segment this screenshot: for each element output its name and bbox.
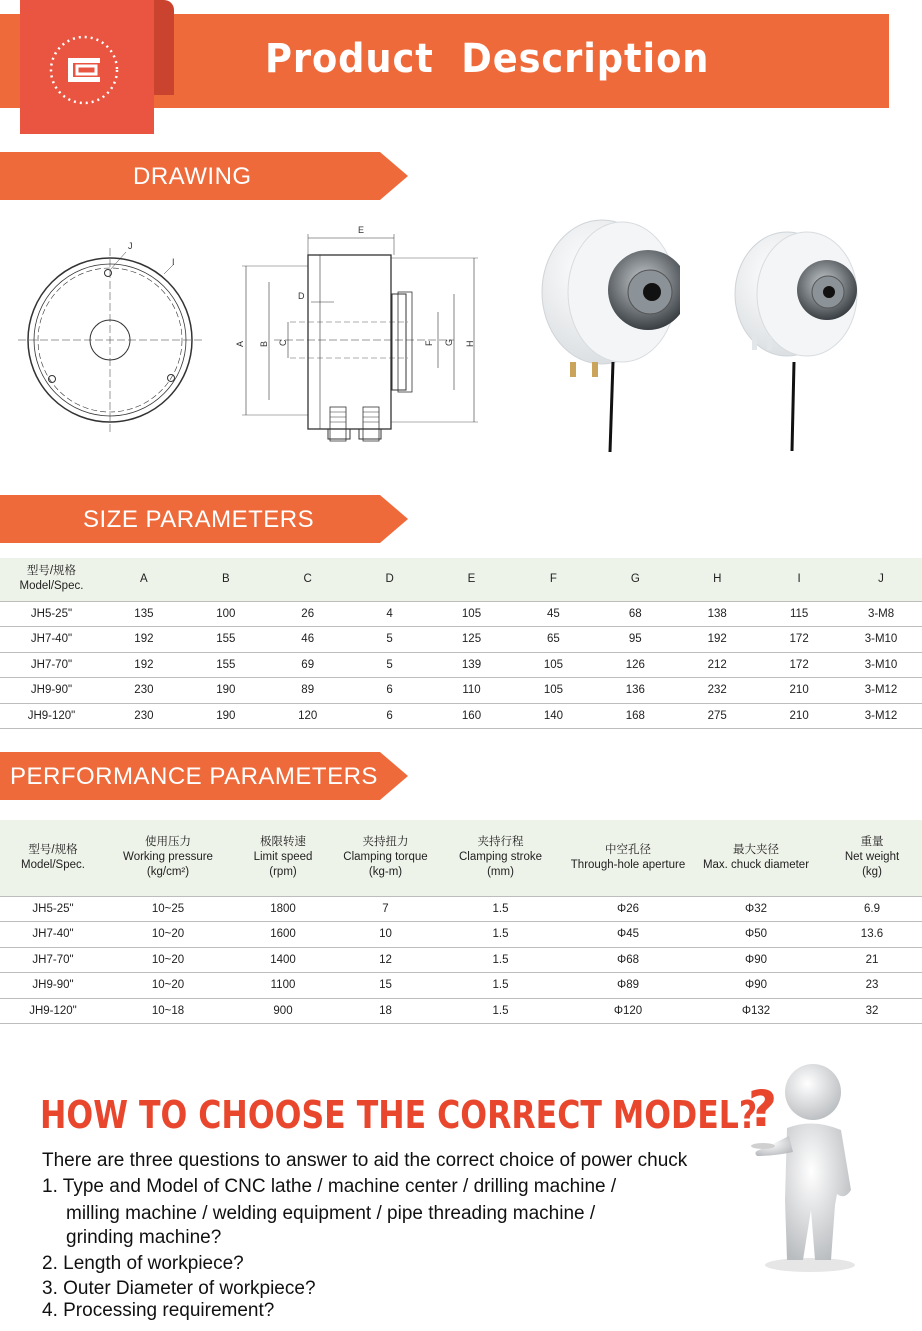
section-tag-size bbox=[0, 495, 408, 543]
cell: 1800 bbox=[270, 902, 296, 915]
question-2: 2. Length of workpiece? bbox=[42, 1253, 244, 1274]
cell: 23 bbox=[865, 979, 879, 992]
cell: 21 bbox=[865, 953, 879, 966]
perf-col-weight-cn: 重量 bbox=[860, 836, 884, 849]
size-col-h: H bbox=[713, 573, 722, 586]
size-table-header bbox=[0, 558, 922, 601]
cell: 3-M10 bbox=[864, 658, 898, 671]
perf-col-max-diameter bbox=[690, 820, 822, 896]
cell: 95 bbox=[628, 633, 642, 646]
cell: 126 bbox=[625, 658, 645, 671]
perf-col-torque bbox=[336, 820, 435, 896]
cell: 1.5 bbox=[492, 1004, 509, 1017]
question-3: 3. Outer Diameter of workpiece? bbox=[42, 1278, 316, 1299]
perf-col-weight-en: Net weight bbox=[844, 851, 900, 864]
cell: 15 bbox=[379, 979, 392, 992]
table-row bbox=[0, 896, 922, 922]
perf-col-aperture-cn: 中空孔径 bbox=[605, 843, 651, 856]
cell: 1.5 bbox=[492, 928, 509, 941]
perf-col-model-en: Model/Spec. bbox=[21, 858, 85, 871]
cell: 232 bbox=[707, 684, 727, 697]
cell: 5 bbox=[386, 658, 393, 671]
cell: 192 bbox=[707, 633, 727, 646]
cell: 160 bbox=[461, 709, 482, 722]
cell: 136 bbox=[625, 684, 645, 697]
table-row bbox=[0, 703, 922, 729]
size-col-a: A bbox=[140, 573, 148, 586]
perf-col-speed-cn: 极限转速 bbox=[260, 836, 306, 849]
question-mark-icon: ? bbox=[748, 1080, 778, 1138]
cell: 1.5 bbox=[492, 902, 509, 915]
cell: 1.5 bbox=[492, 979, 509, 992]
product-photo-small bbox=[732, 226, 862, 456]
section-tag-performance bbox=[0, 752, 408, 800]
label-a: A bbox=[235, 340, 245, 347]
cell: JH9-90" bbox=[30, 684, 73, 697]
cell: 210 bbox=[789, 684, 809, 697]
cell: 190 bbox=[216, 684, 236, 697]
perf-col-torque-cn: 夹持扭力 bbox=[362, 836, 409, 849]
perf-table-header bbox=[0, 820, 922, 896]
cell: 18 bbox=[379, 1004, 392, 1017]
cell: 100 bbox=[216, 607, 236, 620]
cell: Φ26 bbox=[617, 902, 639, 915]
label-g: G bbox=[444, 338, 454, 346]
cell: 6 bbox=[386, 684, 393, 697]
cell: 12 bbox=[379, 953, 392, 966]
table-row bbox=[0, 998, 922, 1024]
table-row bbox=[0, 947, 922, 973]
question-1-line-3: grinding machine? bbox=[66, 1227, 222, 1248]
perf-col-aperture-en: Through-hole aperture bbox=[570, 858, 686, 871]
technical-drawing bbox=[14, 222, 514, 462]
label-i: I bbox=[172, 257, 175, 267]
size-parameters-table bbox=[0, 558, 922, 729]
cell: JH5-25" bbox=[30, 607, 73, 620]
cell: 190 bbox=[216, 709, 236, 722]
size-col-b: B bbox=[221, 573, 230, 586]
perf-col-speed-en: Limit speed bbox=[253, 851, 313, 864]
label-h: H bbox=[465, 340, 475, 347]
size-col-e: E bbox=[467, 573, 476, 586]
cell: 10~18 bbox=[151, 1004, 185, 1017]
cell: 10~20 bbox=[151, 979, 185, 992]
cell: 89 bbox=[301, 684, 315, 697]
cell: 45 bbox=[547, 607, 560, 620]
choose-intro: There are three questions to answer to aid the correct choice of power chuck bbox=[42, 1150, 688, 1171]
cell: Φ32 bbox=[745, 902, 767, 915]
table-row bbox=[0, 678, 922, 704]
cell: 1400 bbox=[270, 953, 296, 966]
perf-col-speed-unit: (rpm) bbox=[269, 866, 297, 879]
table-row bbox=[0, 652, 922, 678]
perf-col-pressure-en: Working pressure bbox=[123, 851, 213, 864]
cell: 105 bbox=[543, 684, 563, 697]
cell: 155 bbox=[216, 658, 236, 671]
cell: 212 bbox=[707, 658, 727, 671]
cell: Φ90 bbox=[745, 953, 767, 966]
cell: 168 bbox=[625, 709, 645, 722]
cell: 4 bbox=[386, 607, 393, 620]
size-col-c: C bbox=[303, 573, 312, 586]
label-b: B bbox=[259, 340, 269, 347]
table-row bbox=[0, 601, 922, 627]
label-f: F bbox=[424, 340, 434, 346]
cell: JH9-120" bbox=[29, 1004, 77, 1017]
cell: 139 bbox=[461, 658, 482, 671]
cell: 1100 bbox=[270, 979, 296, 992]
cell: 6.9 bbox=[864, 902, 880, 915]
cell: 138 bbox=[707, 607, 727, 620]
section-title-performance: PERFORMANCE PARAMETERS bbox=[10, 763, 378, 790]
cell: 105 bbox=[461, 607, 482, 620]
company-logo bbox=[46, 32, 122, 108]
cell: 5 bbox=[386, 633, 393, 646]
cell: 68 bbox=[628, 607, 642, 620]
question-1-line-2: milling machine / welding equipment / pipe threading machine / bbox=[66, 1203, 596, 1224]
cell: Φ50 bbox=[745, 928, 767, 941]
perf-col-weight-unit: (kg) bbox=[862, 866, 882, 879]
cell: 900 bbox=[273, 1004, 293, 1017]
table-row bbox=[0, 922, 922, 948]
cell: 10~25 bbox=[151, 902, 185, 915]
perf-col-model bbox=[0, 820, 106, 896]
label-e: E bbox=[358, 225, 365, 235]
perf-col-stroke-cn: 夹持行程 bbox=[477, 836, 524, 849]
cell: JH7-70" bbox=[32, 953, 74, 966]
cell: Φ90 bbox=[745, 979, 767, 992]
cell: 10 bbox=[379, 928, 392, 941]
cell: Φ68 bbox=[617, 953, 639, 966]
perf-col-pressure bbox=[106, 820, 230, 896]
cell: 13.6 bbox=[860, 928, 884, 941]
size-col-f: F bbox=[549, 573, 557, 586]
cell: 192 bbox=[134, 633, 154, 646]
cell: 6 bbox=[386, 709, 393, 722]
size-col-model-cn: 型号/规格 bbox=[26, 565, 77, 578]
front-view bbox=[18, 248, 202, 432]
cell: 230 bbox=[134, 684, 154, 697]
size-col-d: D bbox=[385, 573, 394, 586]
perf-col-aperture bbox=[566, 820, 690, 896]
label-d: D bbox=[298, 291, 305, 301]
cell: JH7-70" bbox=[30, 658, 73, 671]
cell: 115 bbox=[789, 607, 809, 620]
table-row bbox=[0, 627, 922, 653]
perf-col-stroke-en: Clamping stroke bbox=[458, 851, 543, 864]
cell: 10~20 bbox=[151, 953, 185, 966]
cell: 110 bbox=[462, 684, 481, 697]
perf-col-max-diameter-en: Max. chuck diameter bbox=[702, 858, 810, 871]
perf-col-model-cn: 型号/规格 bbox=[28, 843, 78, 856]
cell: 10~20 bbox=[151, 928, 185, 941]
cell: Φ132 bbox=[741, 1004, 771, 1017]
cell: 3-M10 bbox=[864, 633, 898, 646]
cell: 105 bbox=[543, 658, 563, 671]
cell: JH5-25" bbox=[32, 902, 74, 915]
cell: 65 bbox=[547, 633, 560, 646]
perf-col-torque-unit: (kg-m) bbox=[368, 866, 403, 879]
table-row bbox=[0, 973, 922, 999]
choose-title: HOW TO CHOOSE THE CORRECT MODEL? bbox=[40, 1093, 758, 1137]
cell: Φ120 bbox=[613, 1004, 643, 1017]
size-col-model-en: Model/Spec. bbox=[19, 580, 84, 593]
cell: JH9-120" bbox=[27, 709, 76, 722]
cell: 230 bbox=[134, 709, 154, 722]
cell: 46 bbox=[301, 633, 315, 646]
perf-col-weight bbox=[822, 820, 922, 896]
label-j: J bbox=[128, 241, 133, 251]
cell: 3-M12 bbox=[864, 709, 898, 722]
cell: 210 bbox=[789, 709, 809, 722]
size-col-i: I bbox=[797, 573, 801, 586]
cell: 3-M8 bbox=[867, 607, 895, 620]
section-tag-drawing bbox=[0, 152, 408, 200]
cell: 155 bbox=[216, 633, 236, 646]
question-1-line-1: 1. Type and Model of CNC lathe / machine center / drilling machine / bbox=[42, 1176, 617, 1197]
cell: 1.5 bbox=[492, 953, 509, 966]
cell: 125 bbox=[461, 633, 482, 646]
section-title-size: SIZE PARAMETERS bbox=[83, 506, 315, 533]
perf-col-stroke bbox=[435, 820, 566, 896]
side-view bbox=[242, 234, 478, 441]
page-title: Product Description bbox=[265, 36, 710, 82]
cell: JH7-40" bbox=[30, 633, 73, 646]
cell: 172 bbox=[789, 633, 809, 646]
section-title-drawing: DRAWING bbox=[133, 163, 252, 190]
cell: 120 bbox=[298, 709, 318, 722]
cell: 275 bbox=[707, 709, 727, 722]
cell: 1600 bbox=[270, 928, 296, 941]
cell: 69 bbox=[301, 658, 315, 671]
cell: 3-M12 bbox=[864, 684, 898, 697]
cell: JH9-90" bbox=[32, 979, 74, 992]
cell: 7 bbox=[382, 902, 389, 915]
performance-parameters-table bbox=[0, 820, 922, 1024]
perf-col-stroke-unit: (mm) bbox=[487, 866, 514, 879]
cell: Φ45 bbox=[617, 928, 639, 941]
size-col-model bbox=[0, 558, 103, 601]
cell: 172 bbox=[789, 658, 809, 671]
size-col-j: J bbox=[878, 573, 884, 586]
cell: JH7-40" bbox=[32, 928, 74, 941]
question-4: 4. Processing requirement? bbox=[42, 1300, 275, 1321]
label-c: C bbox=[278, 339, 288, 346]
product-photo-large bbox=[540, 212, 680, 457]
cell: 192 bbox=[134, 658, 154, 671]
cell: 135 bbox=[134, 607, 154, 620]
perf-col-speed bbox=[230, 820, 336, 896]
perf-col-pressure-unit: (kg/cm²) bbox=[146, 866, 190, 879]
perf-col-pressure-cn: 使用压力 bbox=[145, 836, 191, 849]
cell: 140 bbox=[543, 709, 563, 722]
perf-col-max-diameter-cn: 最大夹径 bbox=[733, 843, 779, 856]
cell: Φ89 bbox=[617, 979, 639, 992]
cell: 32 bbox=[865, 1004, 879, 1017]
size-col-g: G bbox=[630, 573, 640, 586]
perf-col-torque-en: Clamping torque bbox=[343, 851, 428, 864]
cell: 26 bbox=[301, 607, 315, 620]
